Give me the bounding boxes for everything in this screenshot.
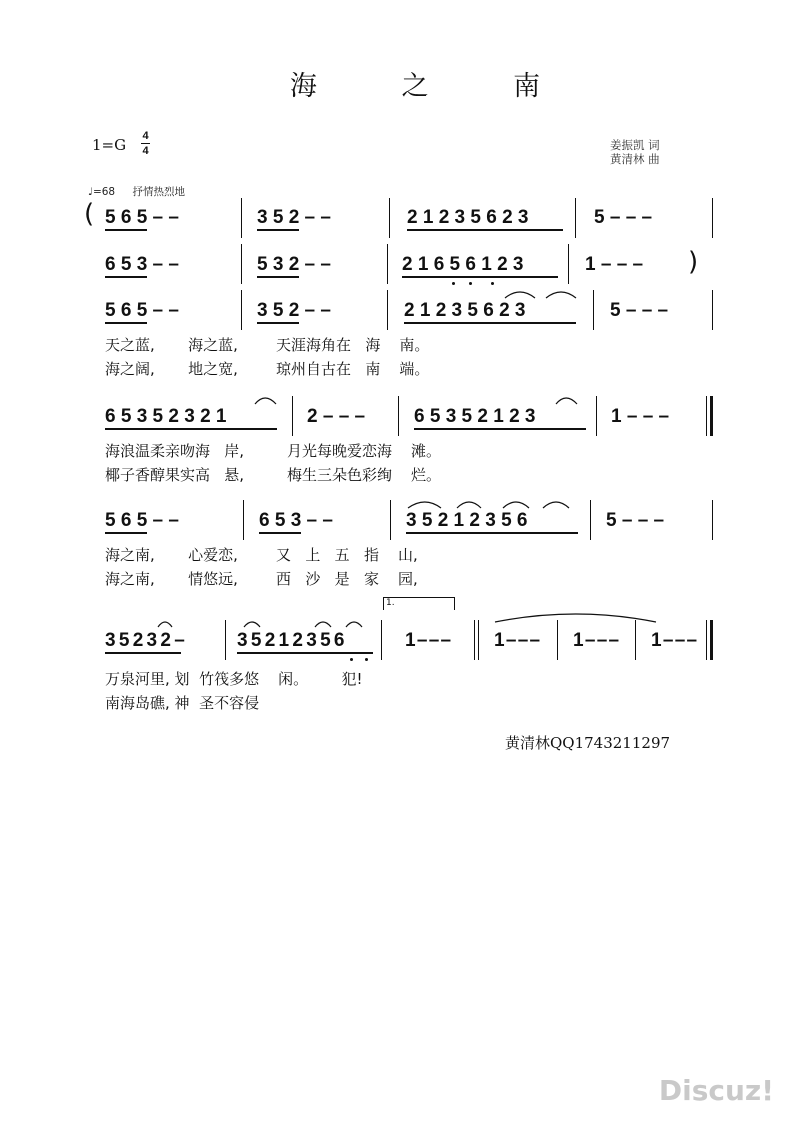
row4-lyric-verse1: 海浪温柔亲吻海 岸, 月光每晚爱恋海 滩。 (105, 442, 442, 460)
row1-measure2: 3 5 2 – – (257, 207, 331, 228)
row5-measure1: 5 6 5 – – (105, 510, 179, 531)
metronome-mark: ♩=68 (88, 186, 116, 198)
row5-measure4: 5 – – – (606, 510, 665, 531)
row1-measure1: 5 6 5 – – (105, 207, 179, 228)
lyricist-credit: 姜振凯 词 (610, 138, 660, 152)
row6-lyric-verse1: 万泉河里, 划 竹筏多悠 闲。 犯! (105, 670, 363, 688)
expression-mark: 抒情热烈地 (132, 186, 185, 198)
row4-measure3: 6 5 3 5 2 1 2 3 (414, 406, 536, 427)
row3-measure1: 5 6 5 – – (105, 300, 179, 321)
row4-measure4: 1 – – – (611, 406, 670, 427)
row6-measure6: 1 – – – (651, 630, 696, 651)
time-signature: 4 4 (142, 130, 149, 157)
row5-lyric-verse1: 海之南, 心爱恋, 又 上 五 指 山, (105, 546, 418, 564)
row3-measure2: 3 5 2 – – (257, 300, 331, 321)
page-title: 海 之 南 (289, 71, 579, 102)
key-signature: 1=G (92, 136, 127, 154)
row2-measure4: 1 – – – (585, 254, 644, 275)
row6-measure3: 1 – – – (405, 630, 450, 651)
row6-lyric-verse2: 南海岛礁, 神 圣不容侵 (105, 694, 260, 712)
open-parenthesis: ( (84, 199, 95, 229)
row3-measure4: 5 – – – (610, 300, 669, 321)
row6-measure2: 3 5 2 1 2 3 5 6 (237, 630, 344, 651)
row2-measure2: 5 3 2 – – (257, 254, 331, 275)
row5-measure2: 6 5 3 – – (259, 510, 333, 531)
close-parenthesis: ) (688, 247, 699, 277)
row4-measure2: 2 – – – (307, 406, 366, 427)
row6-measure5: 1 – – – (573, 630, 618, 651)
row6-measure4: 1 – – – (494, 630, 539, 651)
row3-measure3: 2 1 2 3 5 6 2 3 (404, 300, 526, 321)
row4-measure1: 6 5 3 5 2 3 2 1 (105, 406, 227, 427)
row4-lyric-verse2: 椰子香醇果实高 悬, 梅生三朵色彩绚 烂。 (105, 466, 442, 484)
row3-lyric-verse2: 海之阔, 地之宽, 琼州自古在 南 端。 (105, 360, 430, 378)
row2-measure3: 2 1 6 5 6 1 2 3 (402, 254, 524, 275)
row3-lyric-verse1: 天之蓝, 海之蓝, 天涯海角在 海 南。 (105, 336, 430, 354)
composer-credit: 黄清林 曲 (610, 152, 660, 166)
row6-measure1: 3 5 2 3 2 – (105, 630, 184, 651)
volta-number: 1. (386, 598, 395, 608)
watermark-logo: Discuz! (658, 1074, 774, 1107)
row1-measure3: 2 1 2 3 5 6 2 3 (407, 207, 529, 228)
row5-lyric-verse2: 海之南, 情悠远, 西 沙 是 家 园, (105, 570, 418, 588)
row5-measure3: 3 5 2 1 2 3 5 6 (406, 510, 528, 531)
author-signature: 黄清林QQ1743211297 (505, 734, 671, 752)
row2-measure1: 6 5 3 – – (105, 254, 179, 275)
row1-measure4: 5 – – – (594, 207, 653, 228)
